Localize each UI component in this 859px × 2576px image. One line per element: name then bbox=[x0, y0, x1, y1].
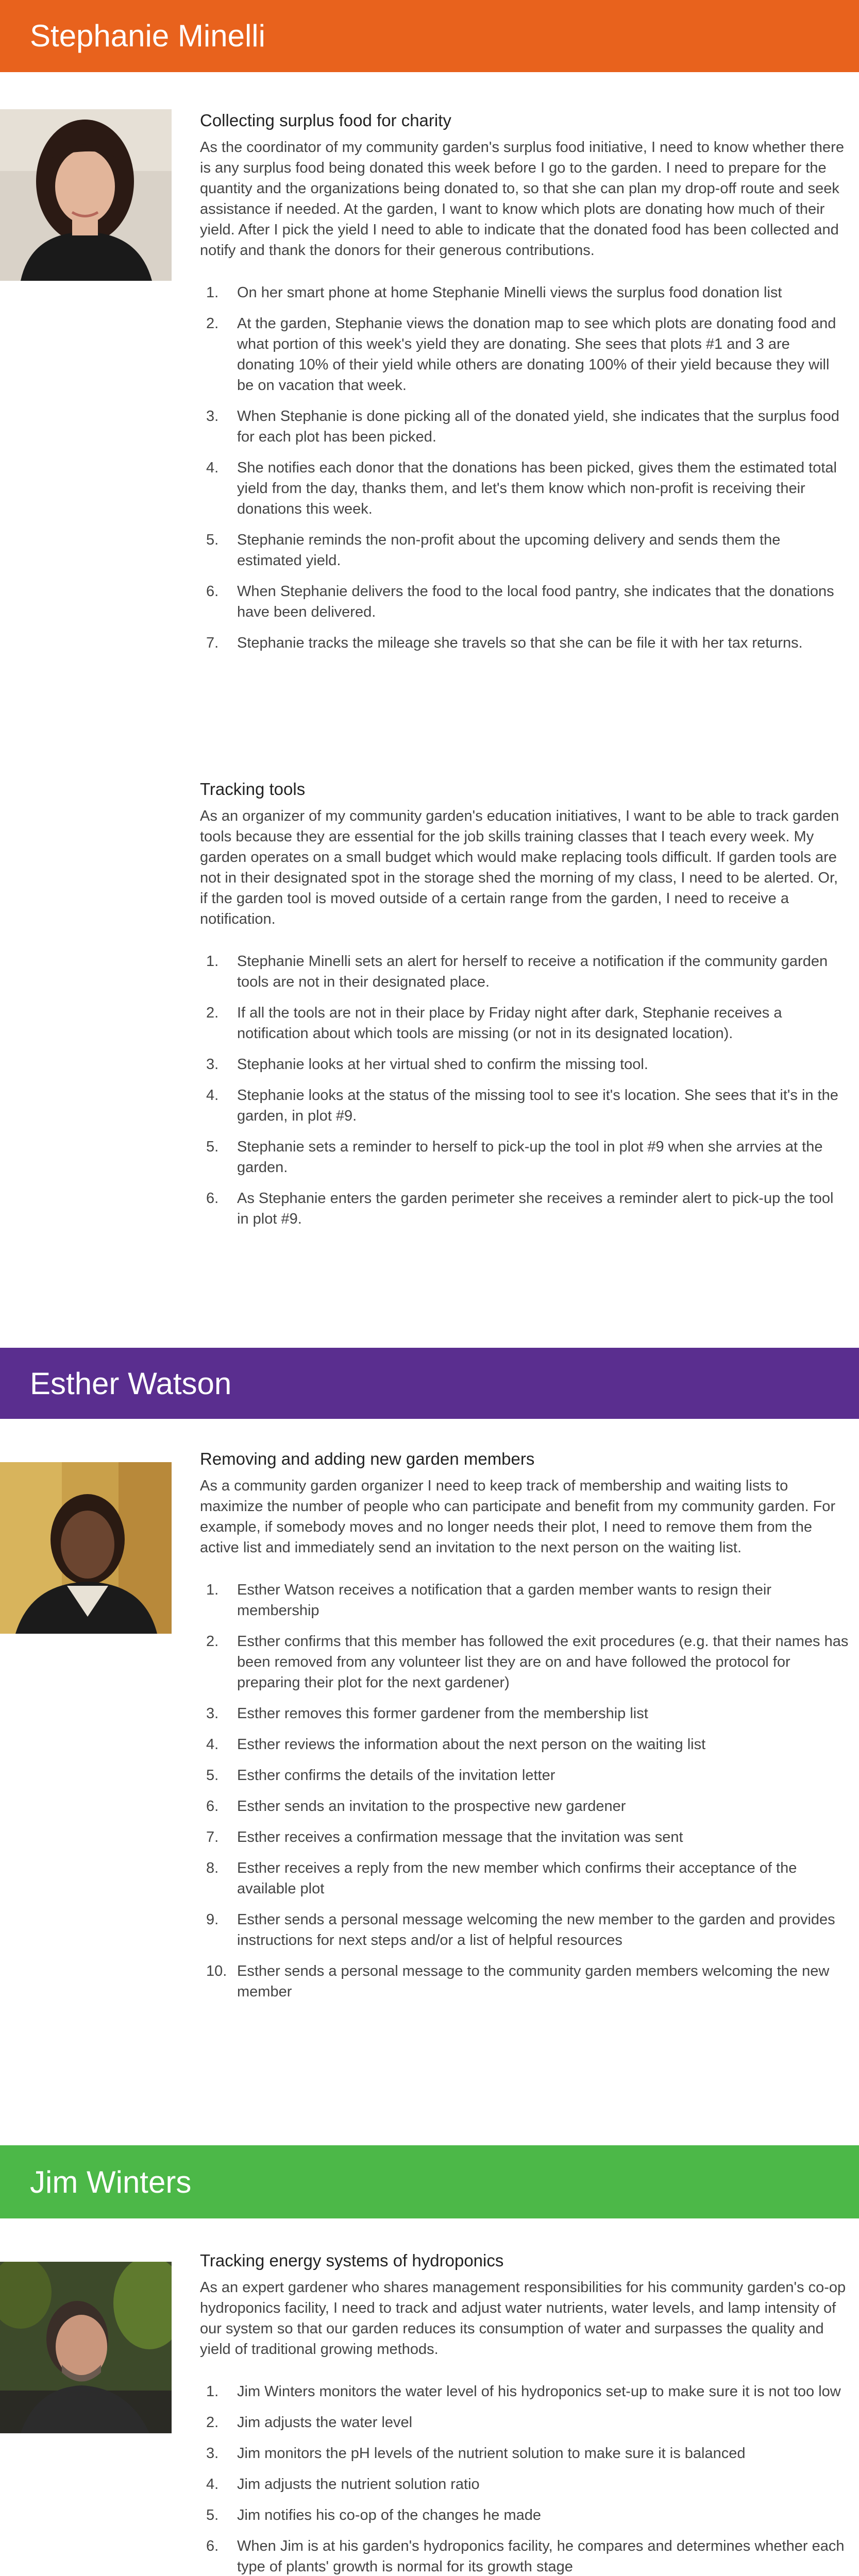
step-number: 10. bbox=[206, 1963, 227, 1979]
list-item bbox=[200, 1003, 849, 1044]
user-story bbox=[200, 1448, 849, 2012]
step-text: If all the tools are not in their place by Friday night after dark, Stephanie receives a notification about which tools are missing (or not in its designated location). bbox=[237, 1005, 782, 1042]
persona-banner-jim bbox=[0, 2145, 859, 2218]
step-number: 7. bbox=[206, 1829, 219, 1845]
list-item bbox=[200, 633, 849, 653]
list-item bbox=[200, 1054, 849, 1075]
list-item bbox=[200, 406, 849, 447]
step-number: 5. bbox=[206, 1767, 219, 1784]
step-number: 6. bbox=[206, 2538, 219, 2554]
step-text: Stephanie reminds the non-profit about the upcoming delivery and sends them the estimated yield. bbox=[237, 532, 781, 569]
story-steps bbox=[200, 2381, 849, 2576]
story-title: Tracking tools bbox=[200, 779, 306, 799]
step-text: Stephanie Minelli sets an alert for herself to receive a notification if the community garden tools are not in their designated place. bbox=[237, 953, 828, 990]
list-item bbox=[200, 2505, 849, 2526]
list-item bbox=[200, 2536, 849, 2576]
step-text: When Stephanie delivers the food to the local food pantry, she indicates that the donations have been delivered. bbox=[237, 583, 834, 620]
user-story bbox=[200, 109, 849, 664]
list-item bbox=[200, 1858, 849, 1899]
list-item bbox=[200, 313, 849, 396]
story-intro: As a community garden organizer I need to keep track of membership and waiting lists to maximize the number of people who can participate and benefit from my community garden. For example, if somebody moves and no longer needs their plot, I need to remove them from the active list and immediately send an invitation to the next person on the waiting list. bbox=[200, 1478, 836, 1556]
step-text: Stephanie looks at her virtual shed to confirm the missing tool. bbox=[237, 1056, 648, 1073]
step-text: Jim monitors the pH levels of the nutrient solution to make sure it is balanced bbox=[237, 2445, 746, 2462]
step-number: 4. bbox=[206, 460, 219, 476]
step-number: 3. bbox=[206, 1056, 219, 1073]
story-intro: As an expert gardener who shares management responsibilities for his community garden's co-op hydroponics facility, I need to track and adjust water nutrients, water levels, and lamp intensity of our system so that our garden reduces its consumption of water and surpasses the quality and yield of traditional growing methods. bbox=[200, 2279, 846, 2358]
persona-banner-esther bbox=[0, 1348, 859, 1419]
step-text: At the garden, Stephanie views the donation map to see which plots are donating food and what portion of this week's yield they are donating. She sees that plots #1 and 3 are donating 10% of their yield while others are donating 100% of their yield because they will be on vacation that week. bbox=[237, 315, 836, 394]
list-item bbox=[200, 581, 849, 622]
list-item bbox=[200, 1734, 849, 1755]
step-number: 3. bbox=[206, 2445, 219, 2462]
user-story bbox=[200, 2249, 849, 2576]
persona-name: Jim Winters bbox=[30, 2165, 192, 2199]
step-text: Stephanie looks at the status of the missing tool to see it's location. She sees that it's in the garden, in plot #9. bbox=[237, 1087, 838, 1124]
list-item bbox=[200, 1827, 849, 1848]
step-number: 3. bbox=[206, 1705, 219, 1722]
story-steps bbox=[200, 1580, 849, 2002]
story-title: Tracking energy systems of hydroponics bbox=[200, 2251, 504, 2270]
list-item bbox=[200, 1796, 849, 1817]
list-item bbox=[200, 1703, 849, 1724]
step-text: Jim adjusts the nutrient solution ratio bbox=[237, 2476, 480, 2493]
step-number: 9. bbox=[206, 1911, 219, 1928]
step-text: Esther removes this former gardener from the membership list bbox=[237, 1705, 648, 1722]
step-number: 6. bbox=[206, 583, 219, 600]
story-title: Collecting surplus food for charity bbox=[200, 111, 451, 130]
story-title: Removing and adding new garden members bbox=[200, 1449, 535, 1468]
list-item bbox=[200, 2474, 849, 2495]
list-item bbox=[200, 1909, 849, 1951]
step-text: Jim adjusts the water level bbox=[237, 2414, 413, 2431]
list-item bbox=[200, 1188, 849, 1229]
step-text: Esther reviews the information about the next person on the waiting list bbox=[237, 1736, 706, 1753]
step-text: Jim Winters monitors the water level of his hydroponics set-up to make sure it is not too low bbox=[237, 2383, 841, 2400]
list-item bbox=[200, 951, 849, 992]
story-intro: As an organizer of my community garden's education initiatives, I want to be able to track garden tools because they are essential for the job skills training classes that I teach every week. My garden operates on a small budget which would make replacing tools difficult. If garden tools are not in their designated spot in the storage shed the morning of my class, I need to be alerted. Or, if the garden tool is moved outside of a certain range from the garden, I need to receive a notification. bbox=[200, 808, 839, 927]
step-number: 2. bbox=[206, 1633, 219, 1650]
list-item bbox=[200, 1085, 849, 1126]
step-text: When Jim is at his garden's hydroponics facility, he compares and determines whether each type of plants' growth is normal for its growth stage bbox=[237, 2538, 845, 2575]
step-number: 4. bbox=[206, 2476, 219, 2493]
avatar-esther bbox=[0, 1462, 172, 1634]
list-item bbox=[200, 530, 849, 571]
user-story bbox=[200, 778, 849, 1240]
step-number: 6. bbox=[206, 1798, 219, 1815]
step-text: Esther confirms the details of the invitation letter bbox=[237, 1767, 555, 1784]
persona-name: Stephanie Minelli bbox=[30, 19, 265, 53]
step-number: 2. bbox=[206, 315, 219, 332]
story-intro: As the coordinator of my community garden's surplus food initiative, I need to know whether there is any surplus food being donated this week before I go to the garden. I need to prepare for the quantity and the organizations being donated to, so that she can plan my drop-off route and seek assistance if needed. At the garden, I want to know which plots are donating how much of their yield. After I pick the yield I need to able to indicate that the donated food has been collected and notify and thank the donors for their generous contributions. bbox=[200, 139, 844, 259]
step-number: 5. bbox=[206, 1139, 219, 1155]
step-number: 4. bbox=[206, 1736, 219, 1753]
step-number: 3. bbox=[206, 408, 219, 425]
story-steps bbox=[200, 951, 849, 1229]
step-number: 8. bbox=[206, 1860, 219, 1876]
step-number: 2. bbox=[206, 2414, 219, 2431]
persona-banner-stephanie bbox=[0, 0, 859, 72]
list-item bbox=[200, 2443, 849, 2464]
step-text: Esther sends an invitation to the prospective new gardener bbox=[237, 1798, 626, 1815]
step-text: Esther confirms that this member has followed the exit procedures (e.g. that their names has been removed from any volunteer list they are on and have followed the protocol for preparing their plot for the next gardener) bbox=[237, 1633, 849, 1691]
step-number: 1. bbox=[206, 953, 219, 970]
persona-name: Esther Watson bbox=[30, 1366, 232, 1401]
story-steps bbox=[200, 282, 849, 653]
list-item bbox=[200, 1961, 849, 2002]
list-item bbox=[200, 1137, 849, 1178]
avatar-stephanie bbox=[0, 109, 172, 281]
step-number: 1. bbox=[206, 284, 219, 301]
step-text: Esther sends a personal message to the community garden members welcoming the new member bbox=[237, 1963, 830, 2000]
step-text: On her smart phone at home Stephanie Minelli views the surplus food donation list bbox=[237, 284, 782, 301]
step-text: Esther receives a reply from the new member which confirms their acceptance of the available plot bbox=[237, 1860, 797, 1897]
list-item bbox=[200, 2381, 849, 2402]
avatar-jim bbox=[0, 2262, 172, 2433]
step-text: Stephanie sets a reminder to herself to pick-up the tool in plot #9 when she arrvies at the garden. bbox=[237, 1139, 823, 1176]
step-number: 5. bbox=[206, 2507, 219, 2523]
step-text: Esther receives a confirmation message that the invitation was sent bbox=[237, 1829, 683, 1845]
step-number: 6. bbox=[206, 1190, 219, 1207]
step-text: Esther sends a personal message welcoming the new member to the garden and provides instructions for next steps and/or a list of helpful resources bbox=[237, 1911, 835, 1948]
step-number: 4. bbox=[206, 1087, 219, 1104]
step-number: 2. bbox=[206, 1005, 219, 1021]
step-number: 1. bbox=[206, 2383, 219, 2400]
step-text: Esther Watson receives a notification that a garden member wants to resign their membership bbox=[237, 1582, 771, 1619]
list-item bbox=[200, 1580, 849, 1621]
list-item bbox=[200, 282, 849, 303]
step-text: Jim notifies his co-op of the changes he made bbox=[237, 2507, 541, 2523]
step-text: She notifies each donor that the donations has been picked, gives them the estimated total yield from the day, thanks them, and let's them know which non-profit is receiving their donations this week. bbox=[237, 460, 837, 517]
step-number: 1. bbox=[206, 1582, 219, 1598]
step-text: As Stephanie enters the garden perimeter she receives a reminder alert to pick-up the tool in plot #9. bbox=[237, 1190, 834, 1227]
step-number: 7. bbox=[206, 635, 219, 651]
list-item bbox=[200, 2412, 849, 2433]
list-item bbox=[200, 1765, 849, 1786]
step-text: When Stephanie is done picking all of the donated yield, she indicates that the surplus food for each plot has been picked. bbox=[237, 408, 839, 445]
list-item bbox=[200, 1631, 849, 1693]
list-item bbox=[200, 457, 849, 519]
step-text: Stephanie tracks the mileage she travels so that she can be file it with her tax returns. bbox=[237, 635, 803, 651]
step-number: 5. bbox=[206, 532, 219, 548]
